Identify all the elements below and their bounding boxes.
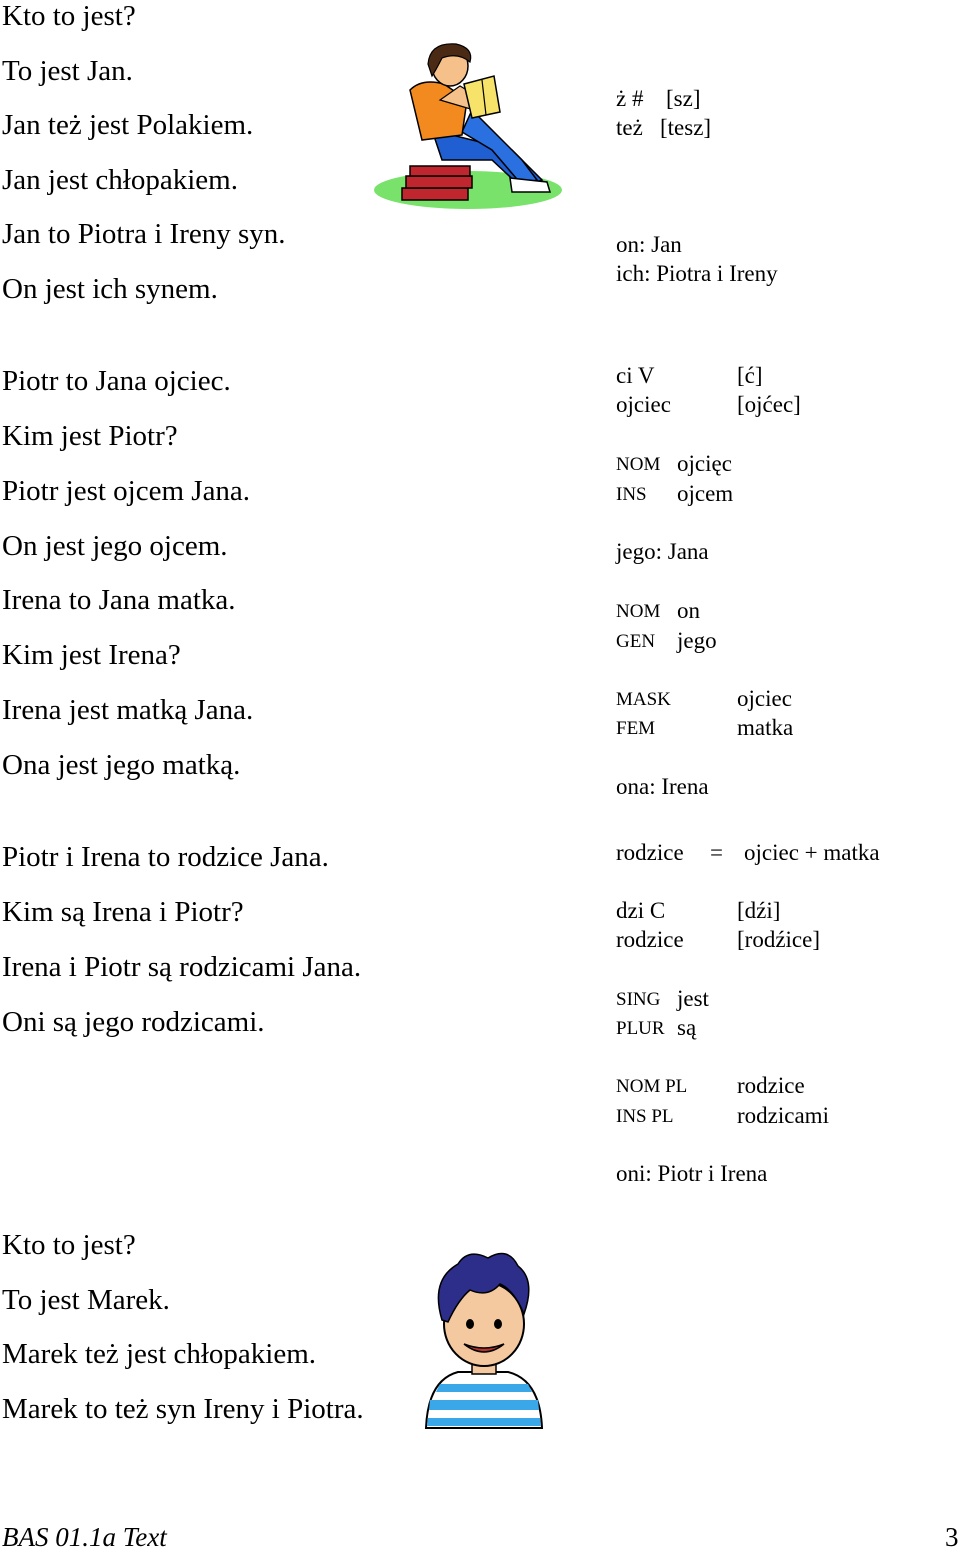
note-form: jest: [677, 986, 709, 1011]
dialogue-line: Jan jest chłopakiem.: [2, 164, 238, 196]
dialogue-line: Irena i Piotr są rodzicami Jana.: [2, 951, 362, 983]
note-form: on: [677, 598, 700, 623]
dialogue-line: Kim jest Irena?: [2, 639, 181, 671]
dialogue-line: Marek też jest chłopakiem.: [2, 1338, 317, 1370]
note-case-label: NOM: [616, 454, 661, 475]
dialogue-line: Irena jest matką Jana.: [2, 694, 254, 726]
dialogue-line: Jan też jest Polakiem.: [2, 109, 254, 141]
document-code: BAS 01.1a Text: [2, 1522, 167, 1552]
note-form: są: [677, 1015, 697, 1040]
dialogue-line: Oni są jego rodzicami.: [2, 1006, 265, 1038]
note-form: rodzice: [737, 1073, 805, 1098]
note-pronoun: on: Jan: [616, 232, 682, 257]
dialogue-line: Jan to Piotra i Ireny syn.: [2, 218, 286, 250]
dialogue-line: Kim są Irena i Piotr?: [2, 896, 244, 928]
dialogue-line: Piotr i Irena to rodzice Jana.: [2, 841, 329, 873]
dialogue-line: To jest Jan.: [2, 55, 133, 87]
note-equals: =: [710, 840, 723, 865]
note-pronoun: oni: Piotr i Irena: [616, 1161, 768, 1186]
dialogue-line: On jest ich synem.: [2, 273, 218, 305]
note-pronoun: ona: Irena: [616, 774, 709, 799]
note-form: rodzicami: [737, 1103, 829, 1128]
note-case-label: INS: [616, 484, 647, 505]
dialogue-line: On jest jego ojcem.: [2, 530, 228, 562]
note-form: jego: [677, 628, 717, 653]
note-pronoun: ich: Piotra i Ireny: [616, 261, 778, 286]
note-form: matka: [737, 715, 794, 740]
note-word: rodzice: [616, 927, 684, 952]
page-number: 3: [945, 1522, 959, 1552]
note-spelling: ci V: [616, 363, 655, 388]
note-number-label: SING: [616, 989, 661, 1010]
dialogue-line: To jest Marek.: [2, 1284, 170, 1316]
note-case-label: GEN: [616, 631, 656, 652]
dialogue-line: Marek to też syn Ireny i Piotra.: [2, 1393, 364, 1425]
note-case-label: INS PL: [616, 1106, 674, 1127]
note-word: ojciec: [616, 392, 671, 417]
dialogue-line: Kto to jest?: [2, 1229, 136, 1261]
reading-boy-illustration: [372, 40, 568, 212]
note-pronunciation: [ć]: [737, 363, 763, 388]
dialogue-line: Piotr to Jana ojciec.: [2, 365, 231, 397]
note-sum: ojciec + matka: [744, 840, 880, 865]
note-pronunciation: [dźi]: [737, 898, 781, 923]
note-pronunciation: [rodźice]: [737, 927, 820, 952]
note-pronunciation: [sz]: [666, 86, 701, 111]
note-gender-label: MASK: [616, 689, 671, 710]
note-word: też: [616, 115, 643, 140]
note-case-label: NOM: [616, 601, 661, 622]
note-form: ojcięc: [677, 451, 732, 476]
note-gender-label: FEM: [616, 718, 656, 739]
dialogue-line: Ona jest jego matką.: [2, 749, 241, 781]
note-spelling: dzi C: [616, 898, 666, 923]
dialogue-line: Irena to Jana matka.: [2, 584, 236, 616]
smiling-boy-illustration: [418, 1250, 548, 1430]
note-spelling: ż #: [616, 86, 644, 111]
note-case-label: NOM PL: [616, 1076, 688, 1097]
note-form: ojcem: [677, 481, 734, 506]
dialogue-line: Kto to jest?: [2, 0, 136, 32]
note-pronunciation: [tesz]: [660, 115, 712, 140]
note-pronoun: jego: Jana: [616, 539, 709, 564]
note-number-label: PLUR: [616, 1018, 665, 1039]
note-form: ojciec: [737, 686, 792, 711]
note-pronunciation: [ojćec]: [737, 392, 801, 417]
note-word: rodzice: [616, 840, 684, 865]
dialogue-line: Kim jest Piotr?: [2, 420, 178, 452]
dialogue-line: Piotr jest ojcem Jana.: [2, 475, 251, 507]
